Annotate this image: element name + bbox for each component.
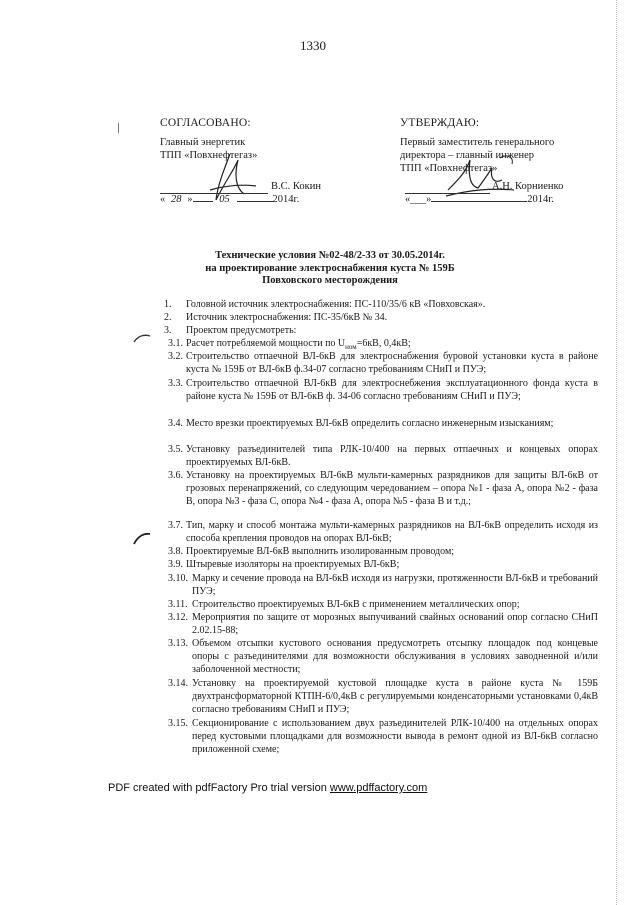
title-line2: на проектирование электроснабжения куста № 159Б [205, 262, 455, 274]
item-number: 3.9. [168, 559, 183, 570]
agreed-heading: СОГЛАСОВАНО: [160, 117, 251, 129]
item-text: Строительство отпаечной ВЛ-6кВ для электроснебжения эксплуатационного фонда куста в районе куста № 159Б от ВЛ-6кВ ф. 34-06 согласно требованиям СНиП и ПУЭ; [186, 378, 598, 403]
approve-heading: УТВЕРЖДАЮ: [400, 117, 480, 129]
item-text: Тип, марку и способ монтажа мульти-камерных разрядников на ВЛ-6кВ определить исходя из способа крепления проводов на опорах ВЛ-6кВ; [186, 520, 598, 545]
item-text: Установку на проектируемых ВЛ-6кВ мульти-камерных разрядников для защиты ВЛ-6кВ от грозовых перенапряжений, со следующим чередованием – опора №1 - фаза А, опора №2 - фаза В, опора №3 - фаза С, опора №4 - фаза А, опора №5 - фаза В и т.д.; [186, 470, 598, 508]
title-line3: Повховского месторождения [262, 275, 398, 286]
item-number: 3.11. [168, 599, 188, 610]
item-number: 3.10. [168, 573, 188, 584]
right-position-line1: Первый заместитель генерального [400, 137, 555, 148]
item-number: 3.12. [168, 612, 188, 623]
item-number: 3.7. [168, 520, 183, 531]
item-text: Установку на проектируемой кустовой площадке куста в районе куста № 159Б двухтрансформаторной КТПН-6/0,4кВ с регулируемыми конденсаторными установками 0,4кВ согласно требованиям СНиП и ПУЭ; [192, 678, 598, 716]
page-edge-line [616, 0, 617, 905]
right-position-line3: ТПП «Повхнефтегаз» [400, 163, 498, 174]
right-signer-name: А.Н. Корниенко [492, 181, 564, 192]
item-number: 3.4. [168, 418, 183, 429]
margin-check-mark [130, 332, 154, 346]
left-date-day: 28 [171, 194, 182, 205]
left-signer-name: В.С. Кокин [271, 181, 321, 192]
item-text: Установку разъединителей типа РЛК-10/400 на первых отпаечных и концевых опорах проектируемых ВЛ-6кВ. [186, 444, 598, 469]
margin-tick [118, 123, 119, 133]
item-text: Головной источник электроснабжения: ПС-110/35/6 кВ «Повховская». [186, 299, 486, 310]
margin-check-mark [130, 530, 154, 548]
item-text: Проектируемые ВЛ-6кВ выполнить изолированным проводом; [186, 546, 455, 557]
item-text: Объемом отсыпки кустового основания предусмотреть отсыпку площадок под концевые опоры с разъединителями для возможности обслуживания в условиях заводненной и/или заболоченной местности; [192, 638, 598, 676]
left-date-month: 05 [219, 194, 230, 205]
right-date-year: 2014г. [527, 194, 554, 205]
footer-link[interactable]: www.pdffactory.com [329, 782, 428, 794]
title-line1: Технические условия №02-48/2-33 от 30.05.2014г. [215, 250, 445, 261]
item-number: 3.13. [168, 638, 188, 649]
page-number: 1330 [300, 38, 326, 53]
item-text: Источник электроснабжения: ПС-35/6кВ № 34. [186, 312, 388, 323]
right-date [405, 194, 554, 205]
footer-text: PDF created with pdfFactory Pro trial version [108, 782, 327, 794]
item-number: 3.5. [168, 444, 183, 455]
item-text: Марку и сечение провода на ВЛ-6кВ исходя из нагрузки, протяженности ВЛ-6кВ и требований ПУЭ; [192, 573, 598, 598]
item-text: Штыревые изоляторы на проектируемых ВЛ-6кВ; [186, 559, 400, 570]
item-number: 3.1. [168, 338, 183, 349]
left-position-line2: ТПП «Повхнефтегаз» [160, 150, 258, 161]
item-text: Секционирование с использованием двух разъединителей РЛК-10/400 на отдельных опорах перед кустовыми площадками для возможности вывода в ремонт одной из ВЛ-6кВ согласно приложенной схеме; [192, 718, 598, 756]
item-number: 3.3. [168, 378, 183, 389]
item-number: 3.8. [168, 546, 183, 557]
document-title [170, 250, 490, 288]
item-number: 1. [164, 299, 172, 310]
left-date: « 28 » 05 2014г. [160, 194, 300, 205]
pdf-footer [108, 782, 427, 794]
item-number: 3.2. [168, 351, 183, 362]
item-text: Строительство проектируемых ВЛ-6кВ с применением металлических опор; [192, 599, 520, 610]
item-text: Строительство отпаечной ВЛ-6кВ для электроснабжения буровой установки куста в районе куста № 159Б от ВЛ-6кВ ф.34-07 согласно требованиям СНиП и ПУЭ; [186, 351, 598, 376]
item-number: 3. [164, 325, 172, 336]
item-number: 3.15. [168, 718, 188, 729]
item-number: 3.6. [168, 470, 183, 481]
left-position-line1: Главный энергетик [160, 137, 246, 148]
right-date-prefix: «___» [405, 194, 432, 205]
item-text: Проектом предусмотреть: [186, 325, 297, 336]
item-number: 2. [164, 312, 172, 323]
item-text: Место врезки проектируемых ВЛ-6кВ определить согласно инженерным изысканиям; [186, 418, 554, 429]
item-text: Мероприятия по защите от морозных выпучиваний свайных оснований опор согласно СНиП 2.02.15-88; [192, 612, 598, 637]
left-date-year: 2014г. [272, 194, 300, 205]
item-text: Расчет потребляемой мощности по $U_{ном}=6кВ$, 0,4кВ; [186, 338, 411, 351]
right-position-line2: директора – главный инженер [400, 150, 535, 161]
item-number: 3.14. [168, 678, 188, 689]
